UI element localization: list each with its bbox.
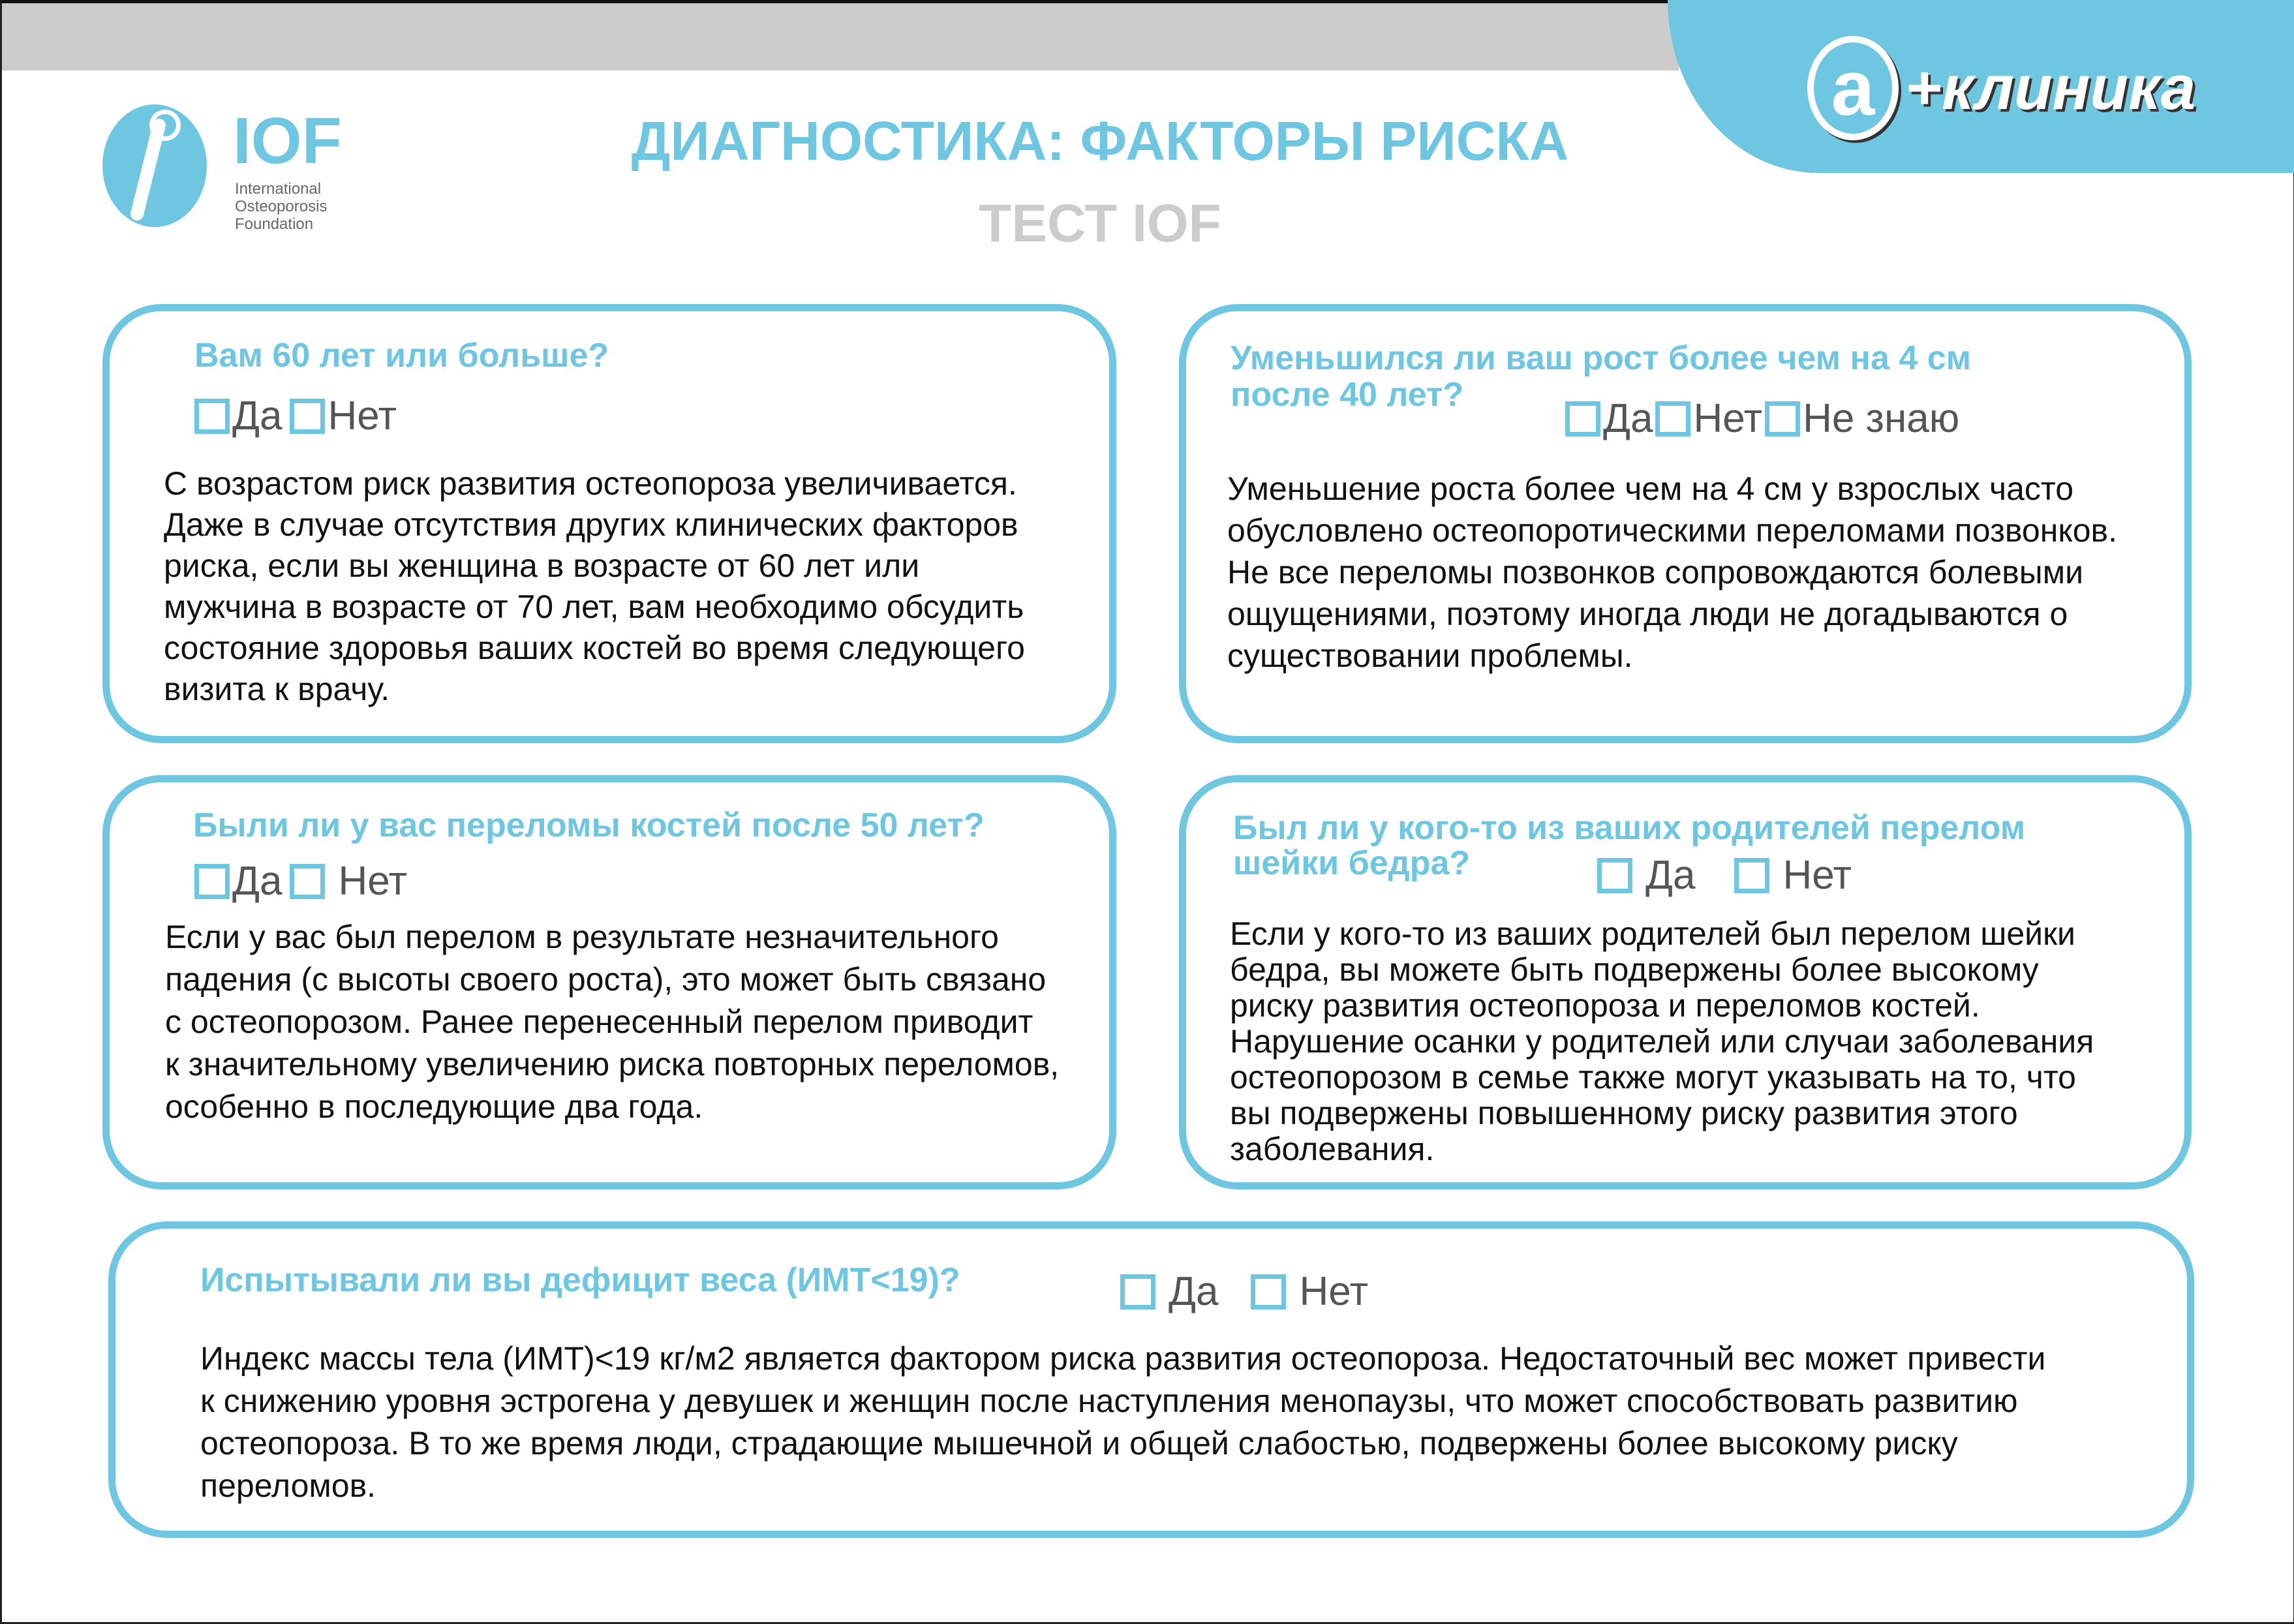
- option-yes[interactable]: [1565, 396, 1653, 442]
- checkbox[interactable]: [290, 399, 325, 434]
- text-line: падения (с высоты своего роста), это может быть связано: [165, 961, 1047, 998]
- text-line: остеопороза. В то же время люди, страдающие мышечной и общей слабостью, подвержены более высокому риску: [200, 1425, 1958, 1462]
- option-label: Да: [232, 393, 283, 438]
- checkbox[interactable]: [1251, 1274, 1286, 1310]
- question-line: Уменьшился ли ваш рост более чем на 4 см: [1231, 339, 1972, 377]
- text-line: обусловлено остеопоротическими переломами позвонков.: [1227, 512, 2118, 549]
- text-line: С возрастом риск развития остеопороза увеличивается.: [164, 465, 1017, 502]
- option-no[interactable]: [1734, 853, 1852, 898]
- checkbox[interactable]: [1765, 401, 1800, 437]
- question-line: шейки бедра?: [1233, 844, 1471, 882]
- text-line: к значительному увеличению риска повторных переломов,: [165, 1046, 1060, 1082]
- text-line: особенно в последующие два года.: [165, 1088, 703, 1125]
- text-line: существовании проблемы.: [1227, 637, 1633, 674]
- card-age: [102, 304, 1116, 743]
- answer-options: [194, 859, 415, 904]
- option-no[interactable]: [290, 393, 397, 439]
- option-yes[interactable]: [1120, 1269, 1218, 1315]
- explanation-text: [1227, 468, 2117, 677]
- iof-line: Osteoporosis: [235, 198, 328, 215]
- text-line: к снижению уровня эстрогена у девушек и женщин после наступления менопаузы, что может способствовать развитию: [200, 1383, 2018, 1419]
- option-label: Нет: [328, 393, 397, 438]
- checkbox[interactable]: [1597, 858, 1632, 893]
- option-no[interactable]: [290, 859, 407, 904]
- text-line: вы подвержены повышенному риску развития этого: [1230, 1095, 2018, 1131]
- header-bar: [2, 3, 1679, 70]
- page-title: ДИАГНОСТИКА: ФАКТОРЫ РИСКА: [631, 110, 1569, 172]
- option-yes[interactable]: [1597, 853, 1695, 898]
- question: [193, 807, 985, 844]
- text-line: Нарушение осанки у родителей или случаи заболевания: [1230, 1023, 2094, 1060]
- clinic-logo-text: +клиника: [1905, 53, 2196, 123]
- explanation-text: [200, 1338, 2045, 1507]
- page-subtitle: ТЕСТ IOF: [979, 194, 1221, 253]
- checkbox[interactable]: [194, 399, 230, 434]
- option-no[interactable]: [1251, 1269, 1368, 1315]
- option-label: Да: [1645, 853, 1696, 898]
- option-label: Нет: [338, 859, 408, 904]
- text-line: Если у кого-то из ваших родителей был перелом шейки: [1230, 915, 2075, 952]
- text-line: риска, если вы женщина в возрасте от 60 лет или: [164, 547, 920, 584]
- checkbox[interactable]: [290, 864, 325, 899]
- card-fractures: [102, 775, 1116, 1189]
- option-label: Нет: [1299, 1269, 1369, 1314]
- option-label: Нет: [1782, 853, 1852, 898]
- text-line: визита к врачу.: [164, 671, 390, 707]
- question: [194, 337, 609, 374]
- iof-line: International: [235, 180, 322, 198]
- option-no[interactable]: [1655, 396, 1762, 442]
- iof-logo-name: IOF: [233, 104, 342, 177]
- text-line: состояние здоровья ваших костей во время следующего: [164, 630, 1025, 666]
- text-line: риску развития остеопороза и переломов костей.: [1230, 987, 1980, 1024]
- answer-options: [194, 393, 405, 439]
- option-label: Не знаю: [1803, 396, 1960, 441]
- question-line: Был ли у кого-то из ваших родителей перелом: [1233, 809, 2026, 847]
- card-height-loss: [1179, 304, 2192, 743]
- question: [200, 1262, 960, 1298]
- text-line: Уменьшение роста более чем на 4 см у взрослых часто: [1227, 470, 2074, 507]
- text-line: Индекс массы тела (ИМТ)<19 кг/м2 является фактором риска развития остеопороза. Недостаточный вес может привести: [200, 1340, 2046, 1377]
- checkbox[interactable]: [194, 864, 230, 899]
- explanation-text: [165, 916, 1059, 1128]
- text-line: заболевания.: [1230, 1131, 1435, 1167]
- question-line: Испытывали ли вы дефицит веса (ИМТ<19)?: [200, 1261, 960, 1299]
- iof-line: Foundation: [235, 215, 314, 233]
- text-line: мужчина в возрасте от 70 лет, вам необходимо обсудить: [164, 589, 1024, 625]
- option-label: Да: [1169, 1269, 1219, 1314]
- text-line: бедра, вы можете быть подвержены более высокому: [1230, 951, 2039, 988]
- option-label: Нет: [1693, 396, 1763, 441]
- checkbox[interactable]: [1565, 401, 1600, 437]
- question-line: Были ли у вас переломы костей после 50 лет?: [193, 806, 985, 844]
- text-line: переломов.: [200, 1467, 376, 1504]
- option-label: Да: [1603, 396, 1653, 441]
- option-yes[interactable]: [194, 393, 282, 439]
- text-line: остеопорозом в семье также могут указывать на то, что: [1230, 1059, 2076, 1095]
- card-parent-hip-fracture: [1179, 775, 2192, 1189]
- checkbox[interactable]: [1655, 401, 1690, 437]
- answer-options: [1597, 853, 1859, 898]
- clinic-logo-symbol: a: [1807, 36, 1899, 140]
- option-label: Да: [232, 859, 283, 904]
- checkbox[interactable]: [1734, 858, 1769, 893]
- option-dont-know[interactable]: [1765, 396, 1959, 442]
- text-line: ощущениями, поэтому иногда люди не догадываются о: [1227, 596, 2068, 632]
- question-line: после 40 лет?: [1231, 376, 1464, 414]
- answer-options: [1120, 1269, 1376, 1315]
- explanation-text: [1230, 916, 2094, 1167]
- card-underweight: [108, 1221, 2194, 1538]
- question-line: Вам 60 лет или больше?: [194, 337, 609, 375]
- option-yes[interactable]: [194, 859, 282, 904]
- explanation-text: [164, 463, 1025, 710]
- text-line: с остеопорозом. Ранее перенесенный перелом приводит: [165, 1004, 1033, 1040]
- answer-options: [1565, 396, 1967, 442]
- text-line: Не все переломы позвонков сопровождаются болевыми: [1227, 554, 2084, 590]
- checkbox[interactable]: [1120, 1274, 1155, 1310]
- text-line: Если у вас был перелом в результате незначительного: [165, 919, 999, 955]
- text-line: Даже в случае отсутствия других клинических факторов: [164, 506, 1018, 543]
